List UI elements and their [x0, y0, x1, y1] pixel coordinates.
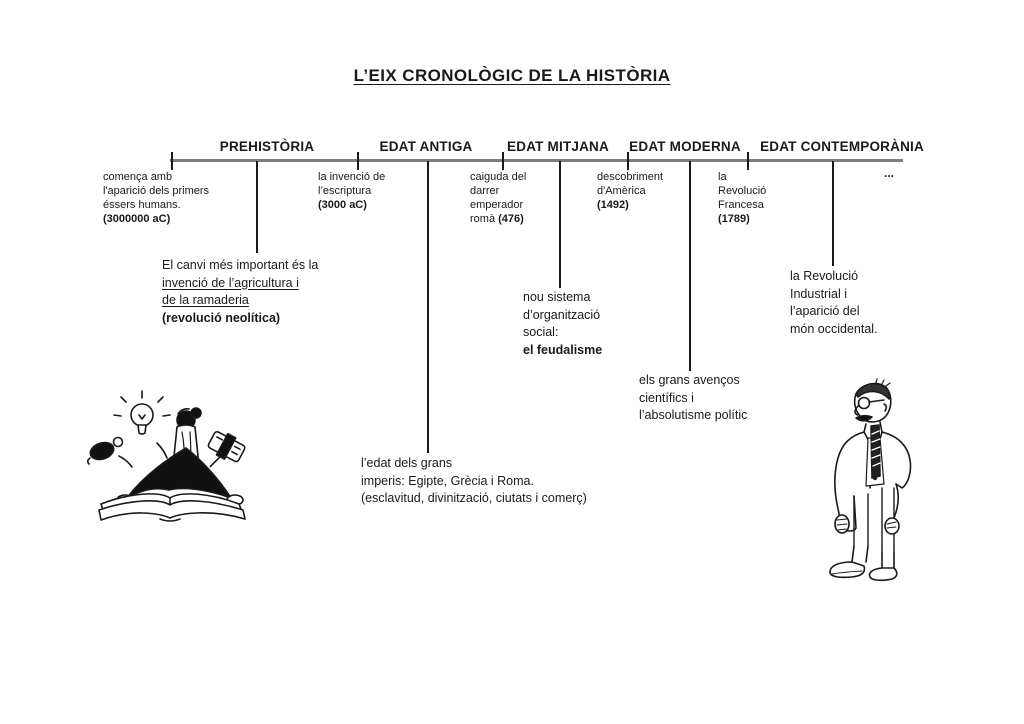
- page-title: L’EIX CRONOLÒGIC DE LA HISTÒRIA: [353, 66, 671, 85]
- description-antiga: l’edat dels grans imperis: Egipte, Grècia i Roma. (esclavitud, divinització, ciutats i comerç): [361, 456, 587, 505]
- description-mitjana: nou sistema d’organització social: el feudalisme: [523, 290, 603, 357]
- suited-gentleman-illustration: [824, 376, 924, 582]
- connector-antiga-description: [427, 161, 429, 453]
- connector-moderna-description: [689, 161, 691, 371]
- description-moderna: els grans avenços científics i l’absolutisme polític: [639, 373, 748, 422]
- connector-prehistoria-description: [256, 161, 258, 253]
- tick-prehistoria-start: [171, 152, 173, 170]
- event-french-revolution: la Revolució Francesa (1789): [718, 171, 767, 225]
- timeline-axis-line: [170, 159, 903, 162]
- period-label-edat-mitjana: EDAT MITJANA: [507, 139, 609, 154]
- gentleman-icon: [824, 376, 924, 582]
- description-contemporania: la Revolució Industrial i l’aparició del món occidental.: [790, 269, 878, 336]
- period-label-prehistoria: PREHISTÒRIA: [219, 139, 315, 154]
- event-discovery-america: descobriment d'Amèrica (1492): [597, 171, 664, 211]
- event-date: (3000000 aC): [103, 213, 171, 225]
- event-date: (476): [498, 213, 524, 225]
- book-reader-icon: [85, 388, 260, 536]
- tick-edat-mitjana-start: [502, 152, 504, 170]
- description-prehistoria: El canvi més important és la invenció de l’agricultura i de la ramaderia (revolució neolítica): [162, 258, 319, 325]
- tick-edat-moderna-start: [627, 152, 629, 170]
- person-reading-book-illustration: [85, 388, 260, 536]
- connector-mitjana-description: [559, 161, 561, 288]
- event-fall-roman-emperor: caiguda del darrer emperador romà (476): [470, 171, 527, 225]
- event-date: (1789): [718, 213, 750, 225]
- period-label-edat-moderna: EDAT MODERNA: [629, 139, 741, 154]
- event-invention-writing: la invenció de l’escriptura (3000 aC): [318, 171, 386, 211]
- event-date: (3000 aC): [318, 199, 367, 211]
- period-label-edat-contemporania: EDAT CONTEMPORÀNIA: [760, 139, 924, 154]
- period-label-edat-antiga: EDAT ANTIGA: [379, 139, 473, 154]
- event-date: (1492): [597, 199, 629, 211]
- event-origin-humans: comença amb l'aparició dels primers éssers humans. (3000000 aC): [103, 171, 210, 225]
- timeline-continuation-ellipsis: ...: [884, 166, 895, 180]
- tick-edat-antiga-start: [357, 152, 359, 170]
- tick-edat-contemporania-start: [747, 152, 749, 170]
- connector-contemporania-description: [832, 161, 834, 266]
